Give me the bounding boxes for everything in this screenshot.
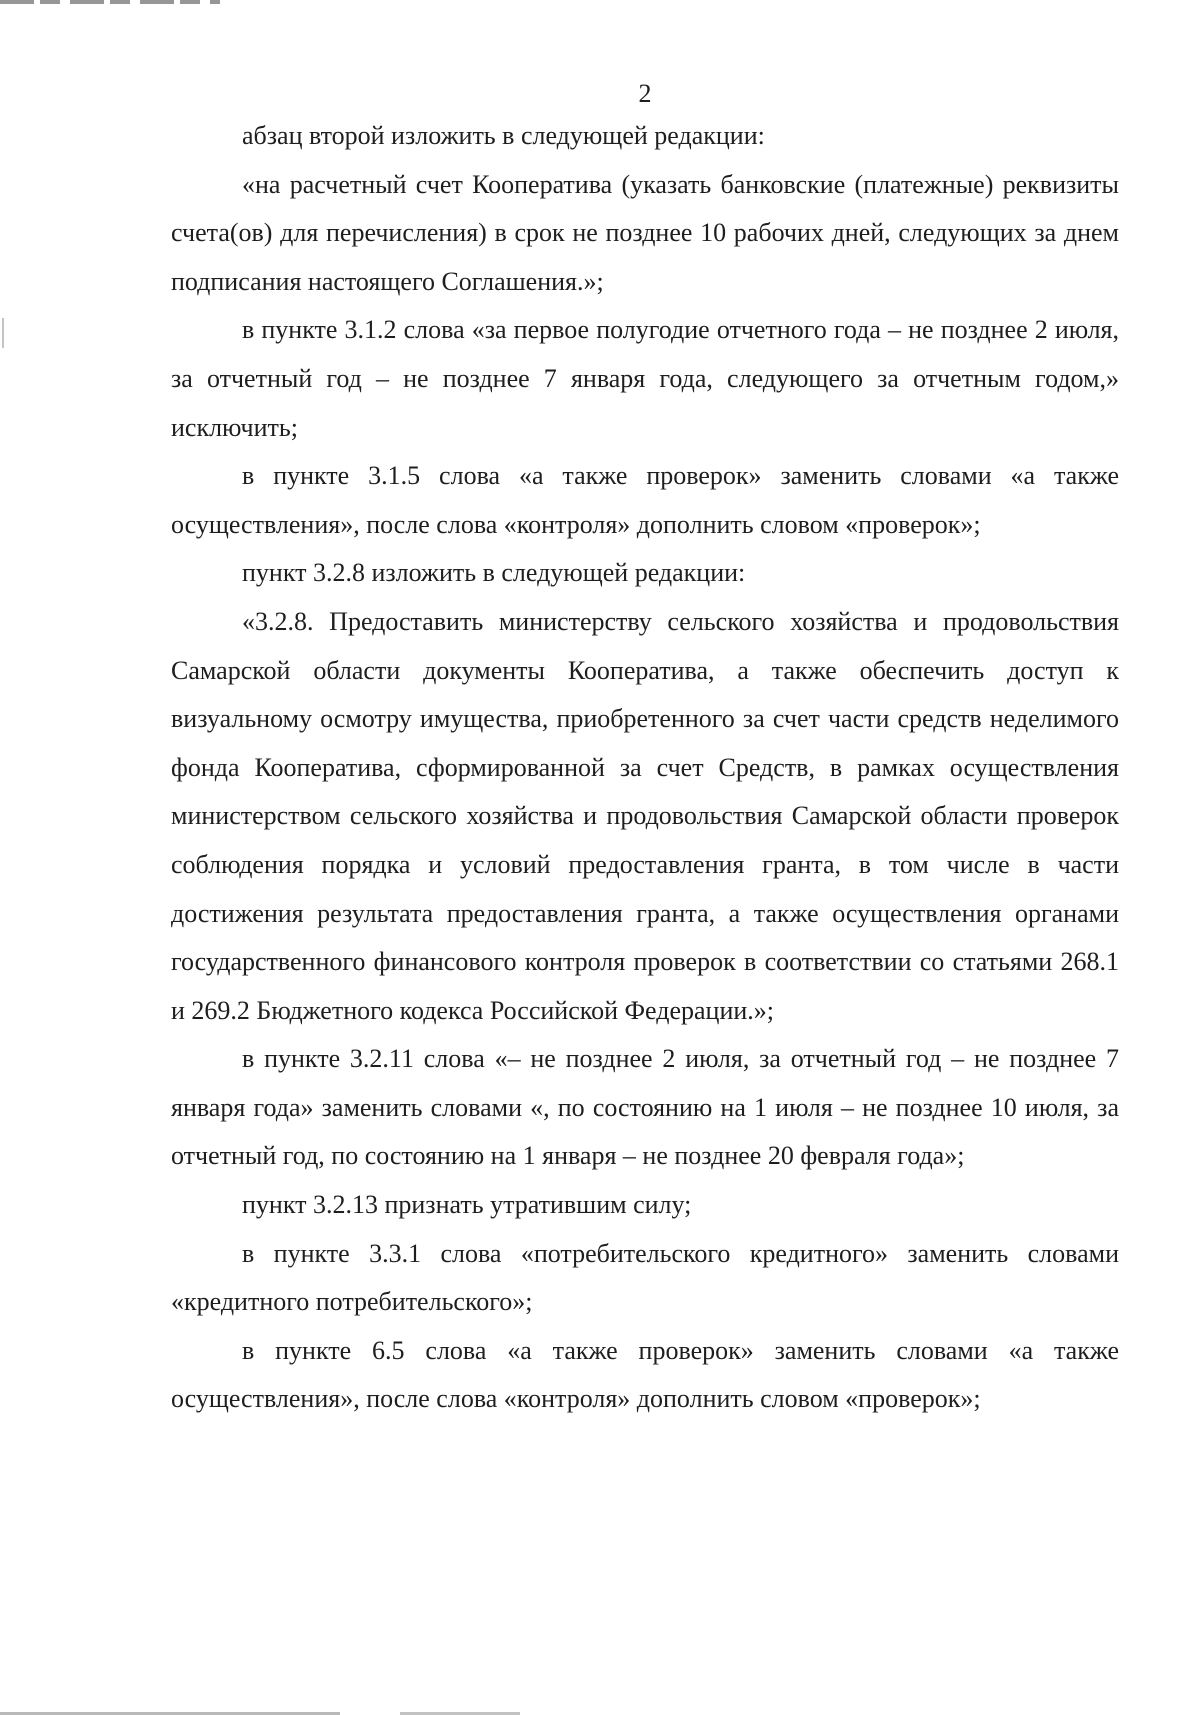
paragraph-3: в пункте 3.1.2 слова «за первое полугодие отчетного года – не позднее 2 июля, за отчетный год – не позднее 7 января года, следующего за отчетным годом,» исключить; bbox=[171, 315, 1119, 442]
document-body bbox=[171, 112, 1119, 1424]
paragraph-4: в пункте 3.1.5 слова «а также проверок» заменить словами «а также осуществления», после слова «контроля» дополнить словом «проверок»; bbox=[171, 461, 1119, 539]
paragraph-8: пункт 3.2.13 признать утратившим силу; bbox=[242, 1190, 692, 1220]
paragraph-6: «3.2.8. Предоставить министерству сельского хозяйства и продовольствия Самарской области документы Кооператива, а также обеспечить доступ к визуальному осмотру имущества, приобретенного за счет части средств неделимого фонда Кооператива, сформированной за счет Средств, в рамках осуществления министерством сельского хозяйства и продовольствия Самарской области проверок соблюдения порядка и условий предоставления гранта, в том числе в части достижения результата предоставления гранта, а также осуществления органами государственного финансового контроля проверок в соответствии со статьями 268.1 и 269.2 Бюджетного кодекса Российской Федерации.»; bbox=[171, 606, 1119, 1025]
scan-edge-mark-top bbox=[0, 0, 220, 4]
page-number: 2 bbox=[638, 79, 652, 108]
paragraph-2: «на расчетный счет Кооператива (указать банковские (платежные) реквизиты счета(ов) для перечисления) в срок не позднее 10 рабочих дней, следующих за днем подписания настоящего Соглашения.»; bbox=[171, 169, 1119, 296]
scan-edge-mark-left bbox=[2, 318, 4, 348]
paragraph-7: в пункте 3.2.11 слова «– не позднее 2 июля, за отчетный год – не позднее 7 января года» заменить словами «, по состоянию на 1 июля – не позднее 10 июля, за отчетный год, по состоянию на 1 января – не позднее 20 февраля года»; bbox=[171, 1044, 1119, 1171]
paragraph-1: абзац второй изложить в следующей редакции: bbox=[242, 121, 765, 150]
paragraph-9: в пункте 3.3.1 слова «потребительского кредитного» заменить словами «кредитного потребительского»; bbox=[171, 1238, 1119, 1317]
paragraph-5: пункт 3.2.8 изложить в следующей редакции: bbox=[242, 558, 746, 588]
paragraph-10: в пункте 6.5 слова «а также проверок» заменить словами «а также осуществления», после слова «контроля» дополнить словом «проверок»; bbox=[171, 1335, 1119, 1414]
